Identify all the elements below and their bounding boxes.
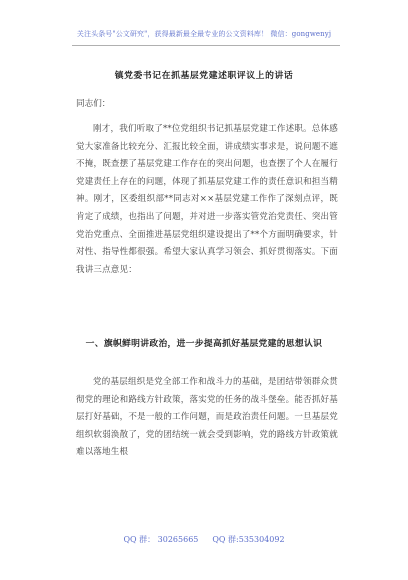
footer-qq-group-2: QQ 群:535304092 — [212, 535, 285, 544]
paragraph-1: 刚才，我们听取了**位党组织书记抓基层党建工作述职。总体感觉大家准备比较充分、汇报比较全面，讲成绩实事求是，说问题不遮不掩，既查摆了基层党建工作存在的突出问题，也查摆了个人在履行党建责任上存在的问题，体现了抓基层党建工作的责任意识和担当精神。刚才，区委组织部**同志对××基层党建工作作了深刻点评，既肯定了成绩，也指出了问题，并对进一步落实管党治党责任、突出管党治党重点、全面推进基层党组织建设提出了**个方面明确要求，针对性、指导性都很强。希望大家认真学习领会、抓好贯彻落实。下面我讲三点意见： — [76, 124, 338, 275]
footer-qq-group-1: QQ 群： 30265665 — [123, 535, 199, 544]
paragraph-2: 党的基层组织是党全部工作和战斗力的基础，是团结带领群众贯彻党的理论和路线方针政策，落实党的任务的战斗堡垒。能否抓好基层打好基础，不是一般的工作问题，而是政治责任问题。一旦基层党组织软弱涣散了，党的团结统一就会受到影响，党的路线方针政策就难以落地生根 — [76, 377, 338, 458]
document-title: 镇党委书记在抓基层党建述职评议上的讲话 — [114, 71, 294, 81]
greeting: 同志们： — [76, 99, 111, 109]
section-1-heading: 一、旗帜鲜明讲政治，进一步提高抓好基层党建的思想认识 — [85, 339, 323, 349]
footer — [0, 534, 408, 545]
header-banner: 关注头条号"公文研究"，获得最新最全最专业的公文资料库！ 微信：gongwenyj — [76, 30, 332, 38]
header-divider — [72, 45, 340, 46]
